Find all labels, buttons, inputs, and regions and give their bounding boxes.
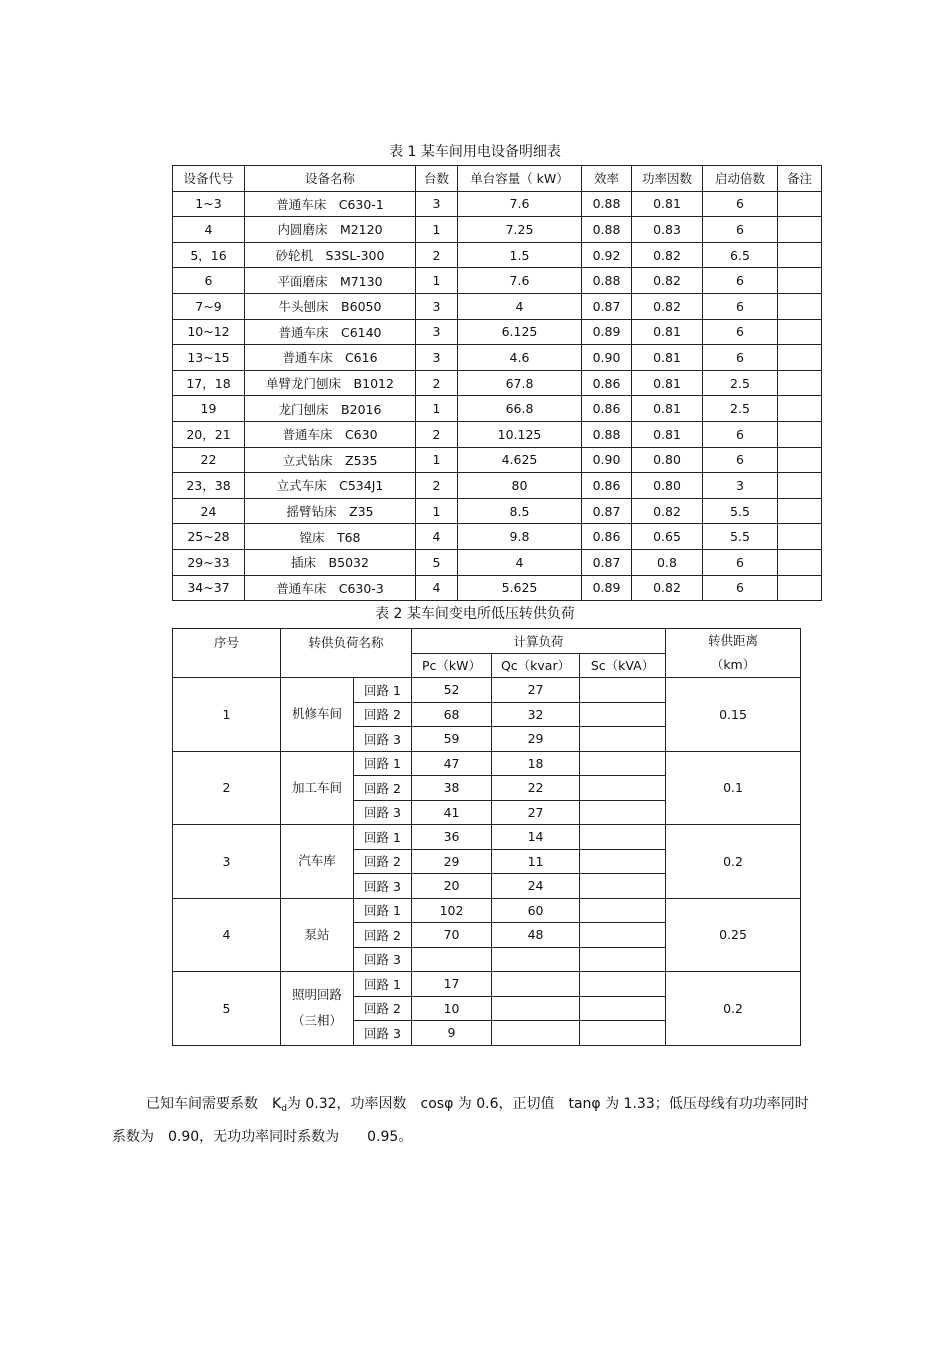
- cell-name: 普通车床 C616: [245, 345, 416, 371]
- cell-circuit: 回路 2: [354, 996, 412, 1021]
- header-power-factor: 功率因数: [632, 166, 703, 192]
- cell-name: 单臂龙门刨床 B1012: [245, 370, 416, 396]
- cell-pf: 0.81: [632, 421, 703, 447]
- cell-code: 22: [173, 447, 245, 473]
- cell-start: 6: [703, 575, 778, 601]
- cell-pc: 29: [412, 849, 492, 874]
- cell-qty: 1: [416, 217, 458, 243]
- cell-note: [778, 473, 822, 499]
- cell-note: [778, 370, 822, 396]
- cell-note: [778, 575, 822, 601]
- cell-pf: 0.81: [632, 191, 703, 217]
- cell-circuit: 回路 3: [354, 947, 412, 972]
- table-row: [173, 972, 801, 997]
- table1-caption: 表 1 某车间用电设备明细表: [389, 144, 561, 160]
- cell-qc: 22: [492, 776, 580, 801]
- cell-distance: 0.1: [666, 751, 801, 825]
- cell-capacity: 9.8: [458, 524, 582, 550]
- header-sc: Sc（kVA）: [580, 653, 666, 678]
- cell-note: [778, 421, 822, 447]
- cell-eff: 0.88: [582, 191, 632, 217]
- cell-qty: 1: [416, 447, 458, 473]
- table-row: [173, 447, 822, 473]
- known-conditions-paragraph: [112, 1090, 852, 1151]
- cell-eff: 0.88: [582, 421, 632, 447]
- header-calc-load: 计算负荷: [412, 629, 666, 654]
- table-row: [173, 268, 822, 294]
- cell-qc: [492, 947, 580, 972]
- header-qty: 台数: [416, 166, 458, 192]
- cell-sc: [580, 825, 666, 850]
- cell-circuit: 回路 2: [354, 776, 412, 801]
- cell-pc: 102: [412, 898, 492, 923]
- cell-pf: 0.80: [632, 447, 703, 473]
- header-distance: [666, 629, 801, 678]
- cell-qc: [492, 972, 580, 997]
- cell-seq: 5: [173, 972, 281, 1046]
- cell-qty: 4: [416, 524, 458, 550]
- cell-capacity: 4: [458, 549, 582, 575]
- cell-circuit: 回路 2: [354, 849, 412, 874]
- cell-qc: 60: [492, 898, 580, 923]
- cell-capacity: 4.625: [458, 447, 582, 473]
- cell-code: 19: [173, 396, 245, 422]
- cell-name: 普通车床 C630-3: [245, 575, 416, 601]
- table-row: [173, 370, 822, 396]
- cell-distance: 0.15: [666, 678, 801, 752]
- cell-sc: [580, 702, 666, 727]
- table-row: [173, 498, 822, 524]
- load-name-line1: 照明回路: [291, 987, 342, 1003]
- table-row: [173, 421, 822, 447]
- cell-code: 17，18: [173, 370, 245, 396]
- cell-load-name: [281, 678, 354, 752]
- cell-circuit: 回路 1: [354, 825, 412, 850]
- header-distance-line2: （km）: [710, 657, 756, 672]
- cell-code: 1~3: [173, 191, 245, 217]
- cell-qty: 5: [416, 549, 458, 575]
- cell-name: 立式车床 C534J1: [245, 473, 416, 499]
- cell-qty: 1: [416, 498, 458, 524]
- cell-name: 镗床 T68: [245, 524, 416, 550]
- cell-capacity: 1.5: [458, 242, 582, 268]
- cell-name: 砂轮机 S3SL-300: [245, 242, 416, 268]
- cell-qty: 3: [416, 293, 458, 319]
- cell-seq: 4: [173, 898, 281, 972]
- cell-sc: [580, 996, 666, 1021]
- cell-load-name: [281, 898, 354, 972]
- header-start-multiple: 启动倍数: [703, 166, 778, 192]
- transfer-load-table: [172, 628, 801, 1046]
- cell-distance: 0.2: [666, 825, 801, 899]
- cell-note: [778, 345, 822, 371]
- cell-sc: [580, 678, 666, 703]
- cell-code: 4: [173, 217, 245, 243]
- cell-pc: 59: [412, 727, 492, 752]
- cell-pf: 0.82: [632, 575, 703, 601]
- cell-eff: 0.88: [582, 268, 632, 294]
- cell-note: [778, 293, 822, 319]
- header-pc: Pc（kW）: [412, 653, 492, 678]
- cell-pc: 9: [412, 1021, 492, 1046]
- cell-pf: 0.82: [632, 498, 703, 524]
- cell-start: 2.5: [703, 370, 778, 396]
- cell-pc: 38: [412, 776, 492, 801]
- cell-circuit: 回路 2: [354, 923, 412, 948]
- table-row: [173, 345, 822, 371]
- cell-pf: 0.8: [632, 549, 703, 575]
- cell-note: [778, 498, 822, 524]
- cell-note: [778, 319, 822, 345]
- note-line-1: [112, 1090, 852, 1123]
- cell-pc: 10: [412, 996, 492, 1021]
- cell-eff: 0.87: [582, 498, 632, 524]
- cell-code: 25~28: [173, 524, 245, 550]
- cell-sc: [580, 947, 666, 972]
- cell-code: 29~33: [173, 549, 245, 575]
- cell-eff: 0.86: [582, 473, 632, 499]
- cell-code: 10~12: [173, 319, 245, 345]
- cell-start: 6.5: [703, 242, 778, 268]
- cell-start: 3: [703, 473, 778, 499]
- cell-start: 5.5: [703, 498, 778, 524]
- cell-circuit: 回路 3: [354, 727, 412, 752]
- cell-seq: 3: [173, 825, 281, 899]
- cell-capacity: 67.8: [458, 370, 582, 396]
- cell-note: [778, 242, 822, 268]
- cell-sc: [580, 800, 666, 825]
- note-line-2: 系数为 0.90，无功功率同时系数为 0.95。: [112, 1129, 413, 1145]
- cell-qty: 1: [416, 268, 458, 294]
- cell-sc: [580, 898, 666, 923]
- cell-pc: 17: [412, 972, 492, 997]
- cell-circuit: 回路 3: [354, 874, 412, 899]
- cell-note: [778, 191, 822, 217]
- load-name-line2: （三相）: [291, 1013, 342, 1029]
- cell-eff: 0.90: [582, 345, 632, 371]
- cell-start: 2.5: [703, 396, 778, 422]
- cell-qc: [492, 996, 580, 1021]
- load-name-line1: 泵站: [304, 926, 330, 942]
- cell-start: 6: [703, 549, 778, 575]
- cell-pf: 0.81: [632, 370, 703, 396]
- table-row: [173, 242, 822, 268]
- cell-start: 6: [703, 268, 778, 294]
- cell-eff: 0.90: [582, 447, 632, 473]
- cell-eff: 0.88: [582, 217, 632, 243]
- cell-pf: 0.65: [632, 524, 703, 550]
- cell-code: 34~37: [173, 575, 245, 601]
- cell-eff: 0.89: [582, 575, 632, 601]
- cell-start: 5.5: [703, 524, 778, 550]
- cell-distance: 0.25: [666, 898, 801, 972]
- cell-pf: 0.83: [632, 217, 703, 243]
- cell-capacity: 7.6: [458, 268, 582, 294]
- cell-qc: 18: [492, 751, 580, 776]
- table-row: [173, 319, 822, 345]
- cell-sc: [580, 972, 666, 997]
- cell-qty: 2: [416, 242, 458, 268]
- cell-note: [778, 549, 822, 575]
- cell-capacity: 7.6: [458, 191, 582, 217]
- cell-pc: 41: [412, 800, 492, 825]
- load-name-line1: 汽车库: [298, 853, 336, 869]
- header-load-name: 转供负荷名称: [281, 629, 412, 678]
- cell-eff: 0.87: [582, 549, 632, 575]
- table-row: [173, 751, 801, 776]
- cell-capacity: 10.125: [458, 421, 582, 447]
- cell-qc: 11: [492, 849, 580, 874]
- table-row: [173, 293, 822, 319]
- load-name-line1: 机修车间: [291, 706, 342, 722]
- cell-circuit: 回路 3: [354, 1021, 412, 1046]
- cell-start: 6: [703, 319, 778, 345]
- cell-qty: 1: [416, 396, 458, 422]
- cell-eff: 0.89: [582, 319, 632, 345]
- cell-name: 立式钻床 Z535: [245, 447, 416, 473]
- header-efficiency: 效率: [582, 166, 632, 192]
- cell-pf: 0.80: [632, 473, 703, 499]
- cell-circuit: 回路 1: [354, 751, 412, 776]
- cell-sc: [580, 849, 666, 874]
- table-row: [173, 396, 822, 422]
- cell-start: 6: [703, 345, 778, 371]
- cell-load-name: [281, 825, 354, 899]
- cell-sc: [580, 874, 666, 899]
- cell-capacity: 7.25: [458, 217, 582, 243]
- cell-qc: 27: [492, 678, 580, 703]
- cell-qc: 24: [492, 874, 580, 899]
- cell-pc: 52: [412, 678, 492, 703]
- header-distance-line1: 转供距离: [708, 633, 759, 648]
- cell-qty: 4: [416, 575, 458, 601]
- cell-qc: [492, 1021, 580, 1046]
- cell-pc: [412, 947, 492, 972]
- cell-circuit: 回路 1: [354, 678, 412, 703]
- table2-caption: 表 2 某车间变电所低压转供负荷: [375, 606, 575, 622]
- cell-name: 普通车床 C6140: [245, 319, 416, 345]
- cell-qc: 48: [492, 923, 580, 948]
- header-code: 设备代号: [173, 166, 245, 192]
- cell-sc: [580, 776, 666, 801]
- cell-start: 6: [703, 217, 778, 243]
- cell-eff: 0.86: [582, 370, 632, 396]
- cell-code: 24: [173, 498, 245, 524]
- cell-eff: 0.92: [582, 242, 632, 268]
- cell-circuit: 回路 1: [354, 972, 412, 997]
- cell-name: 插床 B5032: [245, 549, 416, 575]
- cell-note: [778, 268, 822, 294]
- header-remark: 备注: [778, 166, 822, 192]
- cell-seq: 1: [173, 678, 281, 752]
- cell-note: [778, 217, 822, 243]
- cell-pc: 68: [412, 702, 492, 727]
- load-name-line1: 加工车间: [291, 779, 342, 795]
- cell-circuit: 回路 1: [354, 898, 412, 923]
- cell-eff: 0.87: [582, 293, 632, 319]
- table-row: [173, 898, 801, 923]
- cell-seq: 2: [173, 751, 281, 825]
- cell-load-name: [281, 751, 354, 825]
- cell-pf: 0.82: [632, 293, 703, 319]
- cell-code: 6: [173, 268, 245, 294]
- table-row: [173, 217, 822, 243]
- cell-capacity: 4: [458, 293, 582, 319]
- cell-code: 23，38: [173, 473, 245, 499]
- cell-pf: 0.82: [632, 268, 703, 294]
- header-name: 设备名称: [245, 166, 416, 192]
- header-seq: 序号: [173, 629, 281, 678]
- cell-qty: 2: [416, 473, 458, 499]
- cell-capacity: 4.6: [458, 345, 582, 371]
- cell-sc: [580, 727, 666, 752]
- cell-name: 龙门刨床 B2016: [245, 396, 416, 422]
- cell-qty: 2: [416, 370, 458, 396]
- table1-header-row: [173, 166, 822, 192]
- cell-circuit: 回路 3: [354, 800, 412, 825]
- cell-qty: 2: [416, 421, 458, 447]
- cell-capacity: 66.8: [458, 396, 582, 422]
- cell-code: 20，21: [173, 421, 245, 447]
- cell-note: [778, 524, 822, 550]
- cell-capacity: 6.125: [458, 319, 582, 345]
- cell-pc: 36: [412, 825, 492, 850]
- table-row: [173, 524, 822, 550]
- cell-name: 普通车床 C630-1: [245, 191, 416, 217]
- header-qc: Qc（kvar）: [492, 653, 580, 678]
- cell-qty: 3: [416, 345, 458, 371]
- cell-name: 平面磨床 M7130: [245, 268, 416, 294]
- cell-name: 摇臂钻床 Z35: [245, 498, 416, 524]
- cell-start: 6: [703, 421, 778, 447]
- cell-pf: 0.81: [632, 396, 703, 422]
- cell-sc: [580, 751, 666, 776]
- cell-qc: 14: [492, 825, 580, 850]
- cell-eff: 0.86: [582, 524, 632, 550]
- note-part1: 已知车间需要系数 K: [146, 1096, 282, 1112]
- cell-code: 7~9: [173, 293, 245, 319]
- table-row: [173, 549, 822, 575]
- cell-eff: 0.86: [582, 396, 632, 422]
- cell-note: [778, 396, 822, 422]
- cell-pf: 0.81: [632, 319, 703, 345]
- cell-qty: 3: [416, 191, 458, 217]
- cell-capacity: 5.625: [458, 575, 582, 601]
- cell-pf: 0.81: [632, 345, 703, 371]
- table-row: [173, 825, 801, 850]
- cell-load-name: [281, 972, 354, 1046]
- cell-start: 6: [703, 293, 778, 319]
- table-row: [173, 191, 822, 217]
- cell-distance: 0.2: [666, 972, 801, 1046]
- equipment-table: [172, 165, 822, 601]
- cell-name: 内圆磨床 M2120: [245, 217, 416, 243]
- header-capacity: 单台容量（ kW）: [458, 166, 582, 192]
- cell-sc: [580, 1021, 666, 1046]
- table-row: [173, 575, 822, 601]
- cell-code: 5，16: [173, 242, 245, 268]
- cell-pc: 47: [412, 751, 492, 776]
- table-row: [173, 678, 801, 703]
- cell-qty: 3: [416, 319, 458, 345]
- cell-name: 牛头刨床 B6050: [245, 293, 416, 319]
- table-row: [173, 473, 822, 499]
- cell-pc: 20: [412, 874, 492, 899]
- kd-subscript: d: [281, 1104, 287, 1114]
- cell-circuit: 回路 2: [354, 702, 412, 727]
- table2-header-row: [173, 629, 801, 654]
- cell-qc: 29: [492, 727, 580, 752]
- cell-name: 普通车床 C630: [245, 421, 416, 447]
- cell-start: 6: [703, 447, 778, 473]
- cell-sc: [580, 923, 666, 948]
- cell-pf: 0.82: [632, 242, 703, 268]
- cell-note: [778, 447, 822, 473]
- cell-capacity: 8.5: [458, 498, 582, 524]
- cell-code: 13~15: [173, 345, 245, 371]
- cell-pc: 70: [412, 923, 492, 948]
- cell-capacity: 80: [458, 473, 582, 499]
- cell-qc: 32: [492, 702, 580, 727]
- cell-qc: 27: [492, 800, 580, 825]
- note-part2: 为 0.32，功率因数 cosφ 为 0.6，正切值 tanφ 为 1.33；低压母线有功功率同时: [286, 1096, 809, 1112]
- cell-start: 6: [703, 191, 778, 217]
